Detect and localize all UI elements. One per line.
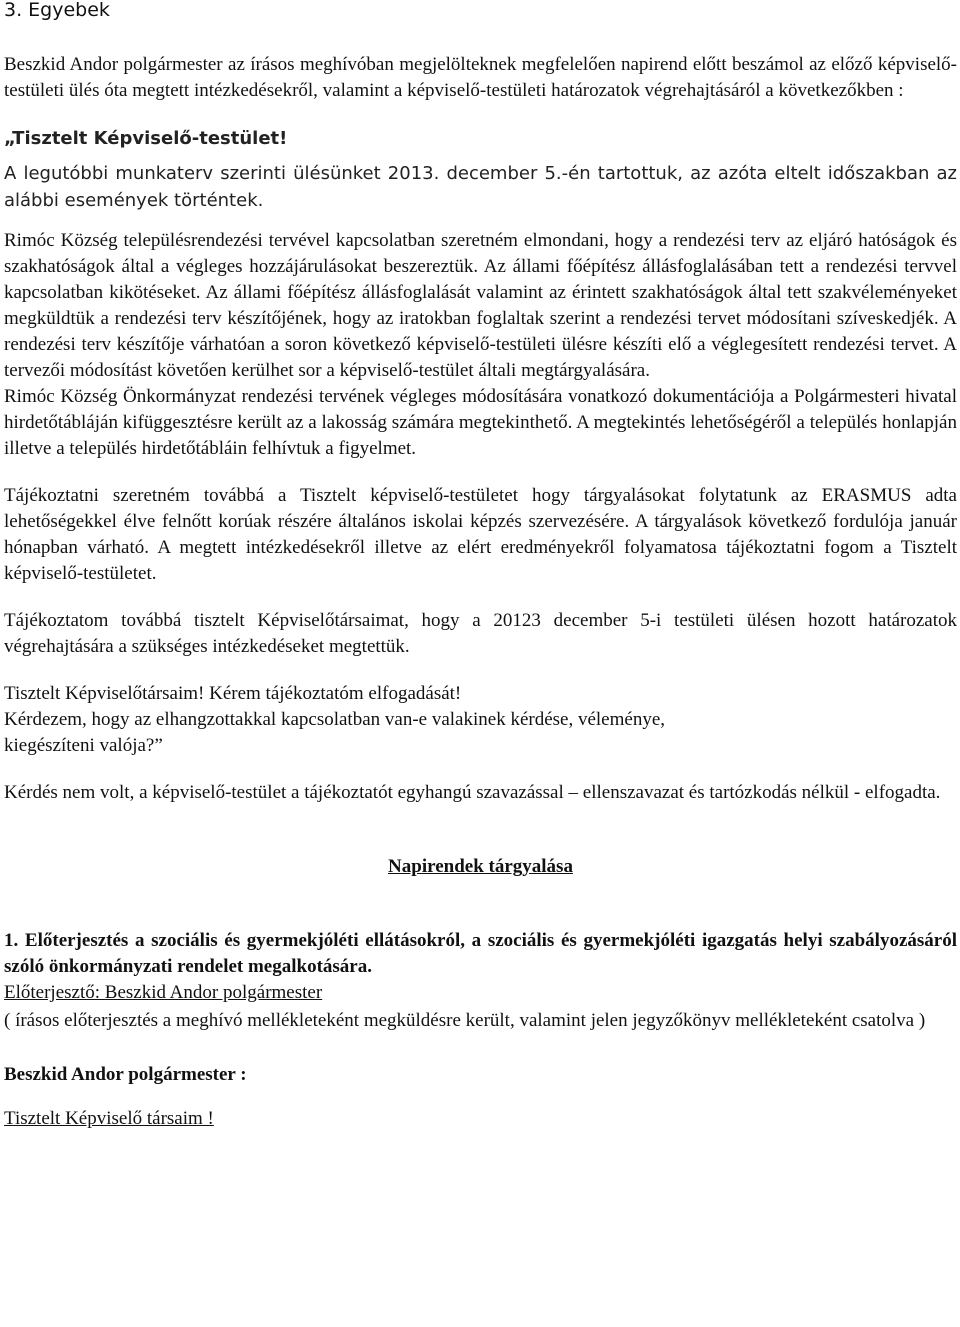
vote-result: Kérdés nem volt, a képviselő-testület a tájékoztatót egyhangú szavazással – ellenszavazat és tartózkodás nélkül - elfogadta. [4,782,941,803]
paragraph-plan: Rimóc Község településrendezési tervével kapcsolatban szeretném elmondani, hogy a rendezési terv az eljáró hatóságok és szakhatóságok által a végleges hozzájárulásokat beszereztük. Az állami főépítész állásfoglalásában tett a rendezési tervvel kapcsolatban kikötéseket. Az állami főépítész állásfoglalását valamint az érintett szakhatóságok által tett szakvéleményeket megküldtük a rendezési terv készítőjének, hogy az iratokban foglaltak szerint a rendezési tervet módosítani szíveskedjék. A rendezési terv készítője várhatóan a soron következő képviselő-testületi ülésre készíti elő a véglegesített rendezési tervet. A tervezői módosítást követően kerülhet sor a képviselő-testület általi megtárgyalására. [4,230,957,381]
paragraph-resolutions: Tájékoztatom továbbá tisztelt Képviselőtársaimat, hogy a 20123 december 5-i testületi ülésen hozott határozatok végrehajtására a szükséges intézkedéseket megtettük. [4,610,957,657]
speaker-name: Beszkid Andor polgármester : [4,1064,247,1085]
intro-paragraph: Beszkid Andor polgármester az írásos meghívóban megjelölteknek megfelelően napirend előtt beszámol az előző képviselő-testületi ülés óta megtett intézkedésekről, valamint a képviselő-testületi határozatok végrehajtásáról a következőkben : [4,54,957,101]
speaker-salutation: Tisztelt Képviselő társaim ! [4,1108,214,1129]
document-page [4,0,957,1132]
paragraph-erasmus: Tájékoztatni szeretném továbbá a Tisztelt képviselő-testületet hogy tárgyalásokat folytatunk az ERASMUS adta lehetőségekkel élve felnőtt korúak részére általános iskolai képzés szervezésére. A tárgyalások következő fordulója január hónapban várható. A megtett intézkedésekről illetve az elért eredményekről folyamatosa tájékoztatni fogom a Tisztelt képviselő-testületet. [4,485,957,584]
last-meeting-sentence: A legutóbbi munkaterv szerinti ülésünket 2013. december 5.-én tartottuk, az azóta eltelt időszakban az alábbi események történtek. [4,163,957,211]
paragraph-publication: Rimóc Község Önkormányzat rendezési tervének végleges módosítására vonatkozó dokumentációja a Polgármesteri hivatal hirdetőtábláján kifüggesztésre került az a lakosság számára megtekinthető. A megtekintés lehetőségéről a település honlapján illetve a település hirdetőtábláin felhívtuk a figyelmet. [4,386,957,459]
agenda-heading: Napirendek tárgyalása [388,856,573,877]
closing-question-line-2: kiegészíteni valója?” [4,735,163,756]
salutation: „Tisztelt Képviselő-testület! [4,128,288,149]
agenda-item-1-title: 1. Előterjesztés a szociális és gyermekjóléti ellátásokról, a szociális és gyermekjóléti igazgatás helyi szabályozásáról szóló önkormányzati rendelet megalkotására. [4,930,957,977]
section-heading: 3. Egyebek [4,0,110,21]
closing-request: Tisztelt Képviselőtársaim! Kérem tájékoztatóm elfogadását! [4,683,462,704]
agenda-item-1-note: ( írásos előterjesztés a meghívó mellékleteként megküldésre került, valamint jelen jegyzőkönyv mellékleteként csatolva ) [4,1010,926,1031]
closing-question-line-1: Kérdezem, hogy az elhangzottakkal kapcsolatban van-e valakinek kérdése, véleménye, [4,709,666,730]
agenda-item-1-presenter: Előterjesztő: Beszkid Andor polgármester [4,982,323,1003]
